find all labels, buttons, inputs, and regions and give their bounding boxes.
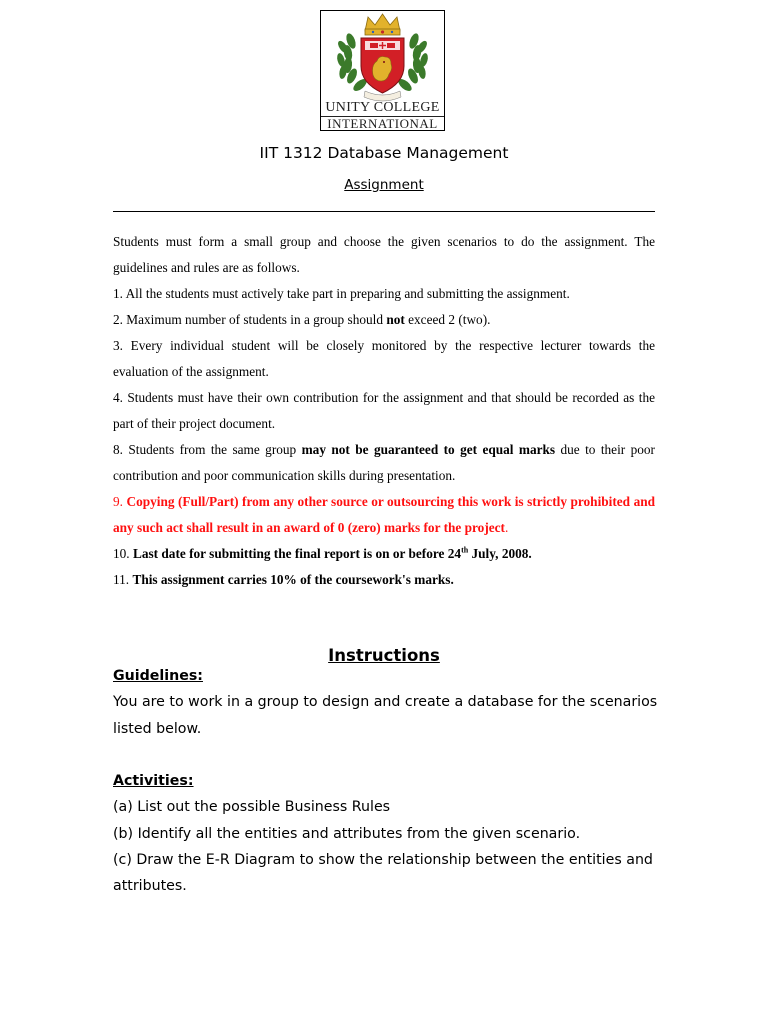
activity-item: (b) Identify all the entities and attributes from the given scenario. [113, 825, 581, 842]
activities-heading: Activities: [113, 773, 194, 790]
instructions-section [113, 663, 658, 900]
rule-8: 8. Students from the same group may not be guaranteed to get equal marks due to their poor contribution and poor communication skills during presentation. [113, 442, 655, 483]
college-crest-icon [321, 11, 444, 103]
course-title: IIT 1312 Database Management [259, 144, 509, 162]
horizontal-divider [113, 211, 655, 212]
college-logo [320, 10, 445, 131]
rule-1: 1. All the students must actively take part in preparing and submitting the assignment. [113, 286, 570, 301]
rule-3: 3. Every individual student will be closely monitored by the respective lecturer towards the evaluation of the assignment. [113, 338, 655, 379]
assignment-heading: Assignment [344, 177, 424, 193]
rules-intro: Students must form a small group and choose the given scenarios to do the assignment. The guidelines and rules are as follows. [113, 234, 655, 275]
guidelines-text: You are to work in a group to design and create a database for the scenarios listed below. [113, 694, 658, 737]
rule-4: 4. Students must have their own contribution for the assignment and that should be recorded as the part of their project document. [113, 390, 655, 431]
logo-text-line1: UNITY COLLEGE [325, 100, 440, 115]
guidelines-heading: Guidelines: [113, 668, 203, 684]
instructions-heading: Instructions [328, 646, 440, 665]
assignment-rules [113, 229, 655, 593]
activity-item: (c) Draw the E-R Diagram to show the relationship between the entities and attributes. [113, 852, 653, 895]
rule-11: 11. This assignment carries 10% of the coursework's marks. [113, 572, 454, 587]
activity-item: (a) List out the possible Business Rules [113, 799, 391, 816]
logo-text-line2: INTERNATIONAL [321, 116, 444, 131]
rule-9: 9. Copying (Full/Part) from any other source or outsourcing this work is strictly prohibited and any such act shall result in an award of 0 (zero) marks for the project. [113, 494, 656, 535]
rule-2: 2. Maximum number of students in a group should not exceed 2 (two). [113, 312, 491, 327]
rule-10: 10. Last date for submitting the final report is on or before 24th July, 2008. [113, 545, 532, 561]
